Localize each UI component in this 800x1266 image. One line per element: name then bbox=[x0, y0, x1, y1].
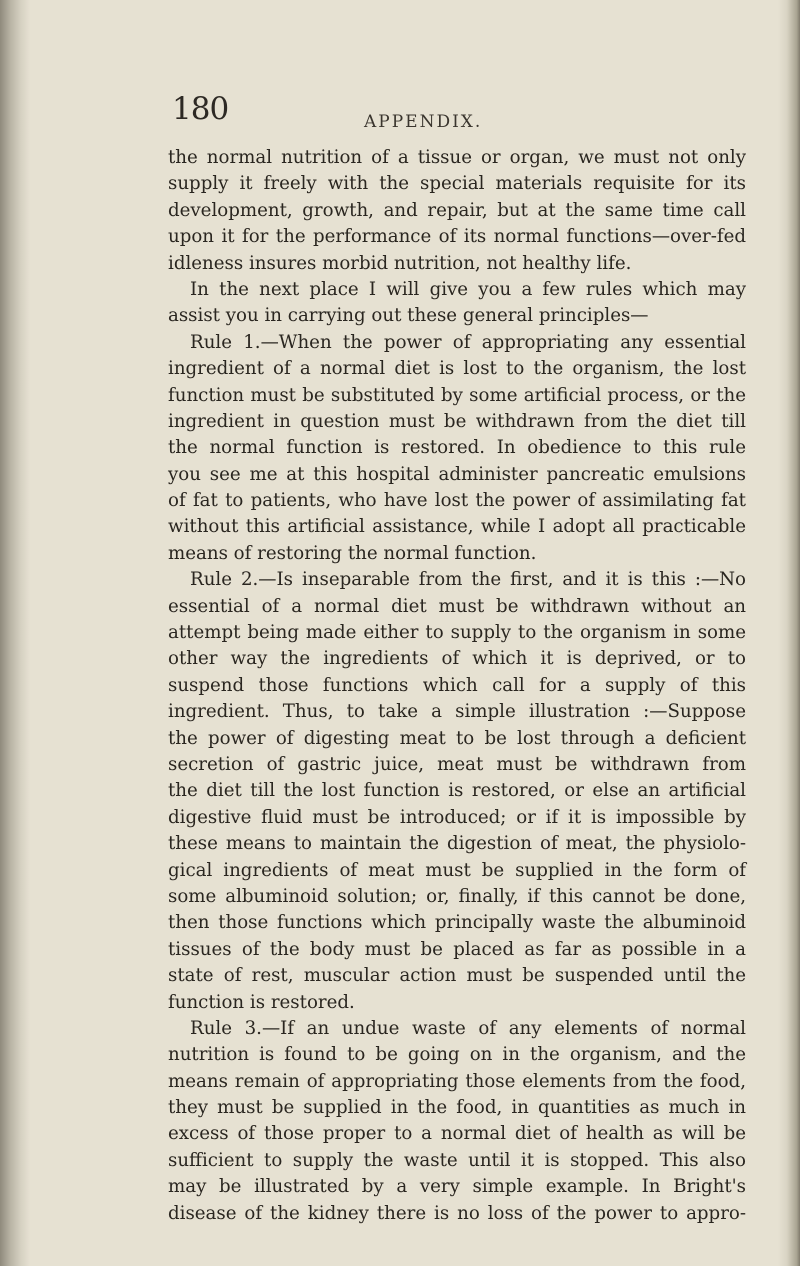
text-line: state of rest, muscular action must be suspended until the bbox=[168, 965, 746, 987]
text-line: ingredient in question must be withdrawn from the diet till bbox=[168, 410, 746, 432]
text-line: disease of the kidney there is no loss of the power to appro- bbox=[168, 1202, 746, 1224]
text-line: the diet till the lost function is restored, or else an artificial bbox=[168, 780, 746, 802]
text-line: Rule 2.—Is inseparable from the first, and it is this :—No bbox=[190, 569, 746, 591]
text-line: means remain of appropriating those elements from the food, bbox=[168, 1070, 746, 1092]
page-edge-shadow bbox=[778, 0, 800, 1266]
text-line: idleness insures morbid nutrition, not healthy life. bbox=[168, 252, 632, 274]
text-line: function is restored. bbox=[168, 991, 355, 1013]
text-line: upon it for the performance of its normal functions—over-fed bbox=[168, 226, 746, 248]
text-line: ingredient of a normal diet is lost to the organism, the lost bbox=[168, 358, 746, 380]
text-line: these means to maintain the digestion of meat, the physiolo- bbox=[168, 833, 746, 855]
text-line: suspend those functions which call for a supply of this bbox=[168, 674, 746, 696]
text-line: attempt being made either to supply to the organism in some bbox=[168, 622, 746, 644]
text-line: the normal nutrition of a tissue or organ, we must not only bbox=[168, 147, 746, 168]
text-line: Rule 1.—When the power of appropriating any essential bbox=[190, 331, 746, 353]
text-line: In the next place I will give you a few rules which may bbox=[190, 278, 746, 300]
text-line: ingredient. Thus, to take a simple illustration :—Suppose bbox=[168, 701, 746, 723]
text-line: nutrition is found to be going on in the organism, and the bbox=[168, 1044, 746, 1066]
running-head: APPENDIX. bbox=[364, 112, 483, 132]
body-text bbox=[168, 145, 746, 1227]
text-line: other way the ingredients of which it is deprived, or to bbox=[168, 648, 746, 670]
text-line: secretion of gastric juice, meat must be withdrawn from bbox=[168, 753, 746, 775]
text-line: the normal function is restored. In obedience to this rule bbox=[168, 437, 746, 459]
page-number: 180 bbox=[172, 91, 229, 127]
text-line: essential of a normal diet must be withdrawn without an bbox=[168, 595, 746, 617]
text-line: Rule 3.—If an undue waste of any elements of normal bbox=[190, 1017, 746, 1039]
text-line: development, growth, and repair, but at the same time call bbox=[168, 199, 746, 221]
text-line: of fat to patients, who have lost the power of assimilating fat bbox=[168, 490, 746, 512]
text-line: means of restoring the normal function. bbox=[168, 542, 537, 564]
text-line: excess of those proper to a normal diet of health as will be bbox=[168, 1123, 746, 1145]
text-line: they must be supplied in the food, in quantities as much in bbox=[168, 1097, 746, 1119]
book-spine-shadow bbox=[0, 0, 30, 1266]
text-line: assist you in carrying out these general principles— bbox=[168, 305, 649, 327]
text-line: some albuminoid solution; or, finally, if this cannot be done, bbox=[168, 885, 746, 907]
text-line: without this artificial assistance, while I adopt all practicable bbox=[168, 516, 746, 538]
text-line: digestive fluid must be introduced; or if it is impossible by bbox=[168, 806, 746, 828]
text-line: may be illustrated by a very simple example. In Bright's bbox=[168, 1176, 746, 1198]
text-line: function must be substituted by some artificial process, or the bbox=[168, 384, 746, 406]
text-line: tissues of the body must be placed as far as possible in a bbox=[168, 938, 746, 960]
text-line: supply it freely with the special materials requisite for its bbox=[168, 173, 746, 195]
text-line: you see me at this hospital administer pancreatic emulsions bbox=[168, 463, 746, 485]
text-line: sufficient to supply the waste until it is stopped. This also bbox=[168, 1149, 746, 1171]
text-line: gical ingredients of meat must be supplied in the form of bbox=[168, 859, 746, 881]
text-line: the power of digesting meat to be lost through a deficient bbox=[168, 727, 746, 749]
text-line: then those functions which principally waste the albuminoid bbox=[168, 912, 746, 934]
